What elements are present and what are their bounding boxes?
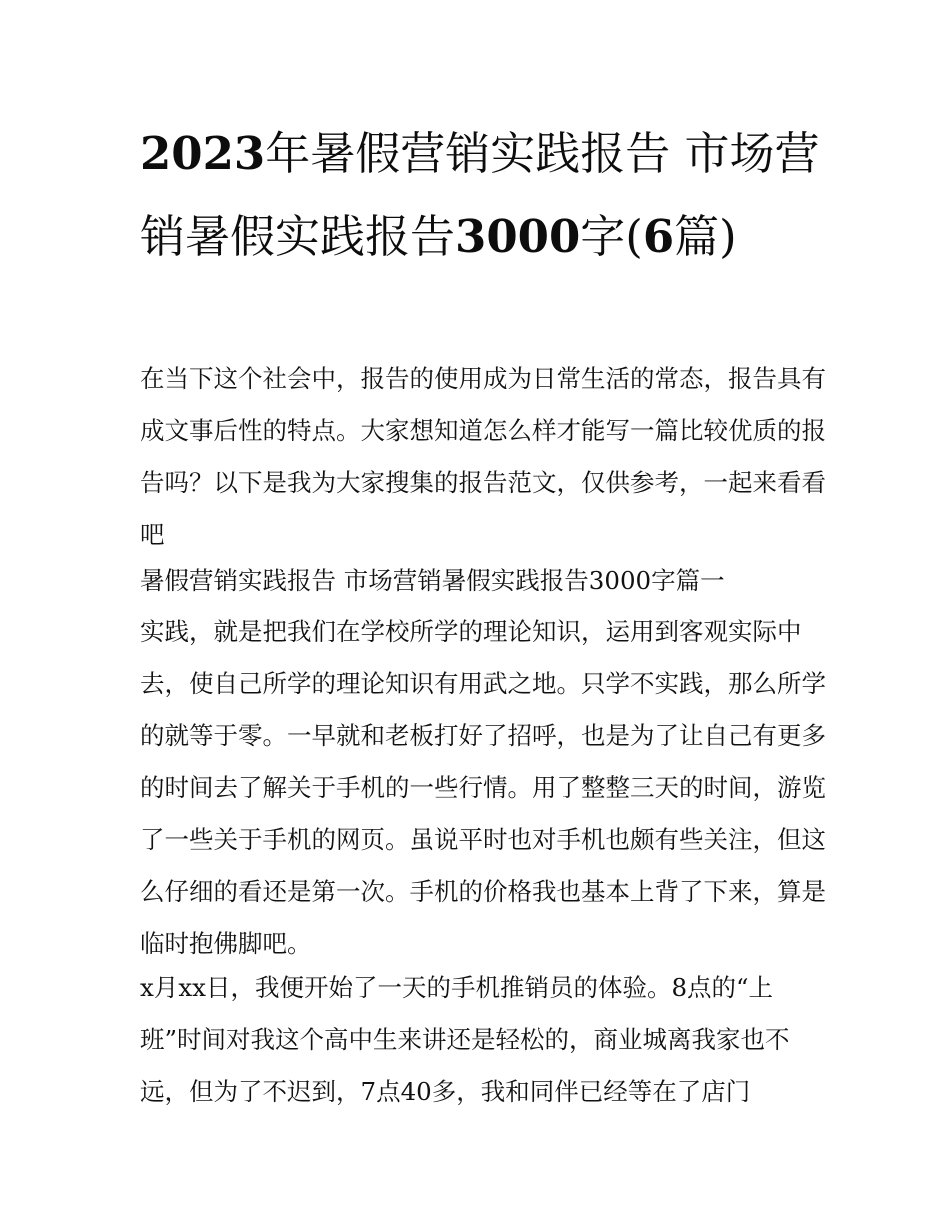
section-heading: 暑假营销实践报告 市场营销暑假实践报告3000字篇一 [140,566,725,595]
title-word-count: 3000 [455,210,581,263]
body-paragraph: x月xx日，我便开始了一天的手机推销员的体验。8点的“上班”时间对我这个高中生来讲还是轻松的，商业城离我家也不远，但为了不迟到，7点40多，我和同伴已经等在了店门 [140,973,790,1106]
body-paragraph: 实践，就是把我们在学校所学的理论知识，运用到客观实际中去，使自己所学的理论知识有用武之地。只学不实践，那么所学的就等于零。一早就和老板打好了招呼，也是为了让自己有更多的时间去了解关于手机的一些行情。用了整整三天的时间，游览了一些关于手机的网页。虽说平时也对手机也颇有些关注，但这么仔细的看还是第一次。手机的价格我也基本上背了下来，算是临时抱佛脚吧。 [140,617,826,958]
title-unit: 字( [580,210,643,263]
title-count: 6 [642,210,675,263]
intro-paragraph: 在当下这个社会中，报告的使用成为日常生活的常态，报告具有成文事后性的特点。大家想知道怎么样才能写一篇比较优质的报告吗？以下是我为大家搜集的报告范文，仅供参考，一起来看看吧 [140,364,826,549]
title-end: 篇) [674,210,737,263]
document-title [140,112,830,278]
title-text: 年暑假营销实践报告 市场营销暑假实践报告 [140,127,820,263]
title-year: 2023 [140,127,266,180]
